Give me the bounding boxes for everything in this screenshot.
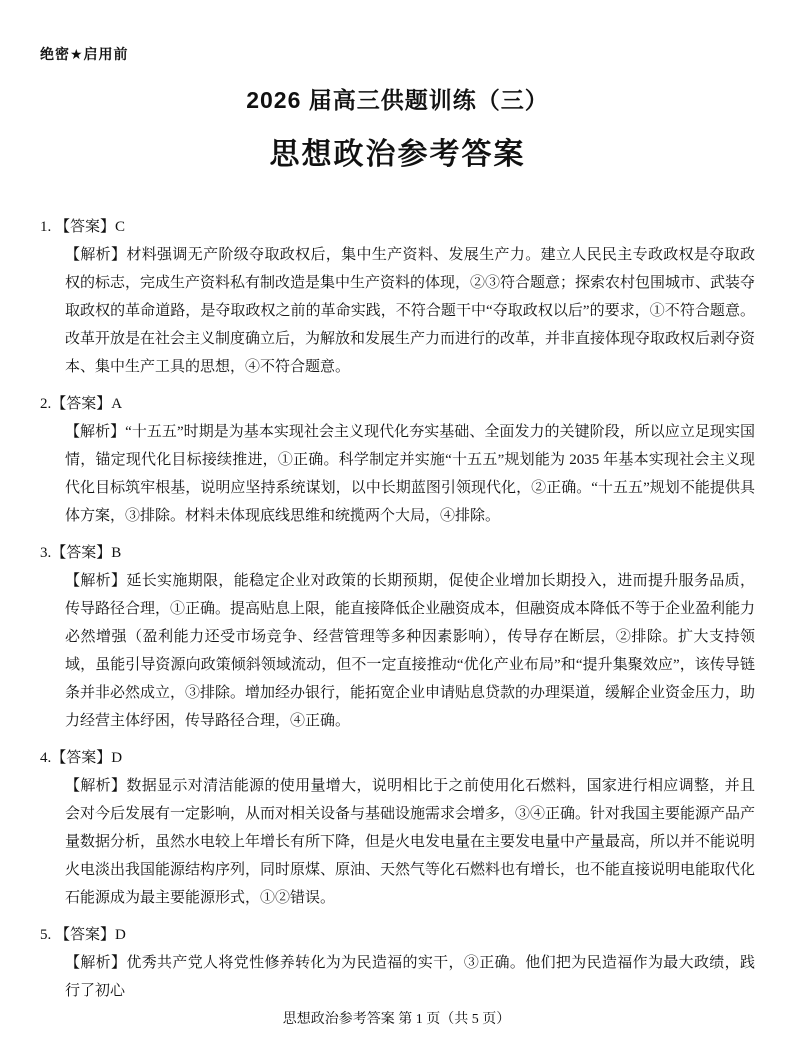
question-number: 1. [40,219,55,235]
question-block-2 [40,390,755,530]
question-number: 3. [40,545,52,561]
doc-title: 2026 届高三供题训练（三） [246,87,549,113]
question-block-3 [40,539,755,735]
analysis-paragraph [65,772,755,912]
analysis-text: 数据显示对清洁能源的使用量增大，说明相比于之前使用化石燃料，国家进行相应调整，并且会对今后发展有一定影响，从而对相关设备与基础设施需求会增多，③④正确。针对我国主要能源产品产量数据分析，虽然水电较上年增长有所下降，但是火电发电量在主要发电量中产量最高，所以并不能说明火电淡出我国能源结构序列，同时原煤、原油、天然气等化石燃料也有增长，也不能直接说明电能取代化石能源成为最主要能源形式，①②错误。 [65,778,756,906]
question-block-4 [40,744,755,912]
answer-value: B [111,545,122,561]
answer-line [40,390,755,418]
answer-value: A [111,396,123,412]
analysis-label: 【解析】 [65,247,127,263]
analysis-paragraph [65,949,755,1005]
classification-label: 绝密★启用前 [40,46,129,62]
answer-label: 【答案】 [55,927,116,943]
answer-line [40,213,755,241]
answer-line [40,539,755,567]
question-number: 2. [40,396,52,412]
answer-value: D [115,927,126,943]
answer-value: C [115,219,126,235]
analysis-paragraph [65,567,755,735]
analysis-label: 【解析】 [65,778,127,794]
analysis-label: 【解析】 [65,573,127,589]
question-block-5 [40,921,755,1005]
answer-value: D [111,750,123,766]
answer-line [40,744,755,772]
page-footer: 思想政治参考答案 第 1 页（共 5 页） [282,1012,511,1027]
analysis-text: 优秀共产党人将党性修养转化为为民造福的实干，③正确。他们把为民造福作为最大政绩，践行了初心 [65,955,755,999]
answers-list [40,213,755,1005]
answer-label: 【答案】 [51,750,112,766]
analysis-paragraph [65,241,755,381]
analysis-label: 【解析】 [65,955,127,971]
analysis-text: 材料强调无产阶级夺取政权后，集中生产资料、发展生产力。建立人民民主专政政权是夺取政权的标志，完成生产资料私有制改造是集中生产资料的体现，②③符合题意；探索农村包围城市、武装夺取政权的革命道路，是夺取政权之前的革命实践，不符合题干中“夺取政权以后”的要求，①不符合题意。改革开放是在社会主义制度确立后，为解放和发展生产力而进行的改革，并非直接体现夺取政权后剥夺资本、集中生产工具的思想，④不符合题意。 [65,247,756,375]
doc-subtitle: 思想政治参考答案 [269,138,526,171]
analysis-paragraph [65,418,755,530]
analysis-text: 延长实施期限，能稳定企业对政策的长期预期，促使企业增加长期投入，进而提升服务品质，传导路径合理，①正确。提高贴息上限，能直接降低企业融资成本，但融资成本降低不等于企业盈利能力必然增强（盈利能力还受市场竞争、经营管理等多种因素影响），传导存在断层，②排除。扩大支持领域，虽能引导资源向政策倾斜领域流动，但不一定直接推动“优化产业布局”和“提升集聚效应”，该传导链条并非必然成立，③排除。增加经办银行，能拓宽企业申请贴息贷款的办理渠道，缓解企业资金压力，助力经营主体纾困，传导路径合理，④正确。 [65,573,756,729]
analysis-label: 【解析】 [65,424,126,440]
answer-label: 【答案】 [55,219,116,235]
answer-line [40,921,755,949]
question-number: 4. [40,750,52,766]
question-block-1 [40,213,755,381]
analysis-text: “十五五”时期是为基本实现社会主义现代化夯实基础、全面发力的关键阶段，所以应立足现实国情，锚定现代化目标接续推进，①正确。科学制定并实施“十五五”规划能为 2035 年基本实现社会主义现代化目标筑牢根基，说明应坚持系统谋划，以中长期蓝图引领现代化，②正确。“十五五”规划不能提供具体方案，③排除。材料未体现底线思维和统揽两个大局，④排除。 [65,424,755,524]
question-number: 5. [40,927,55,943]
answer-label: 【答案】 [51,396,112,412]
answer-label: 【答案】 [51,545,112,561]
